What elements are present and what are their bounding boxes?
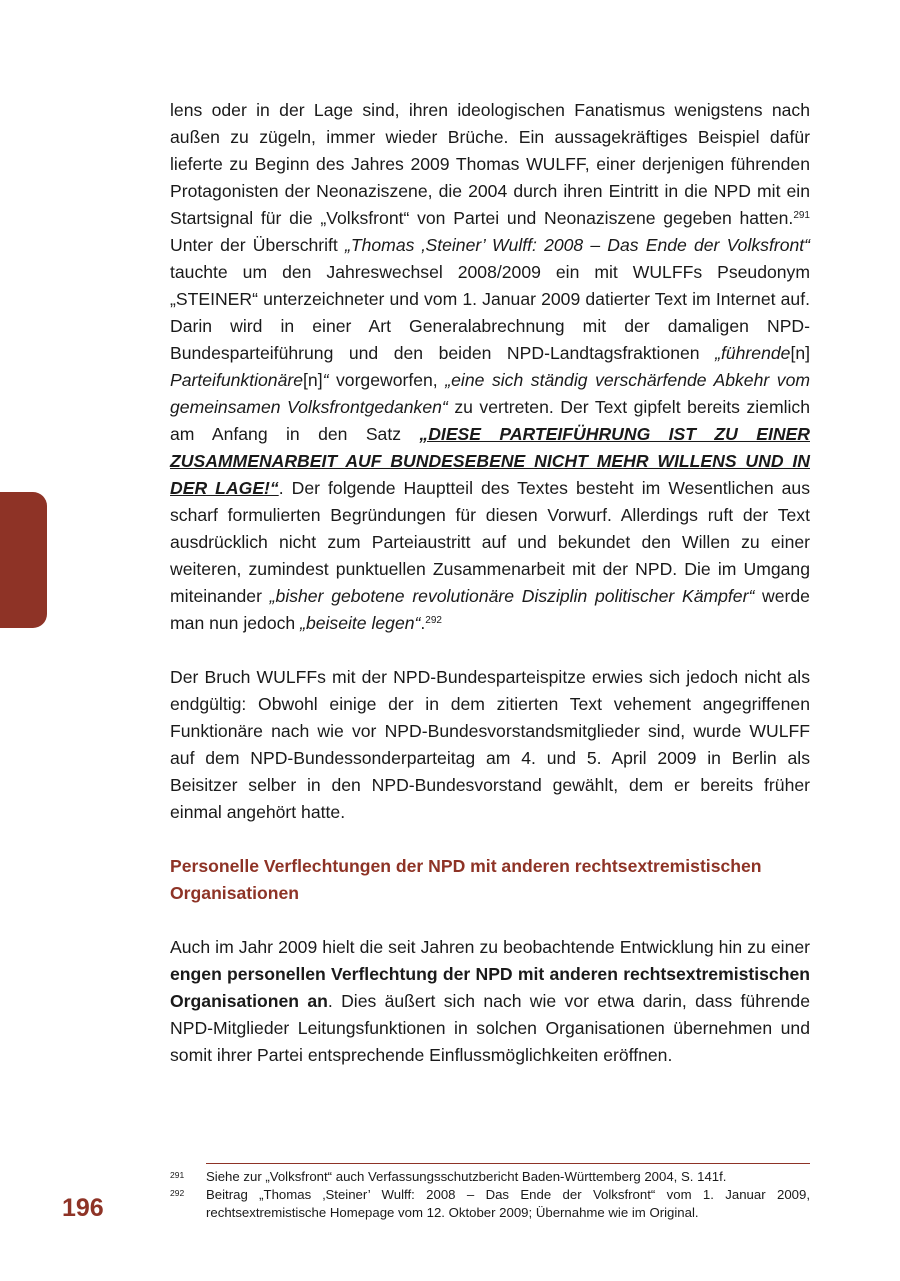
footnote-ref-292[interactable]: 292 — [425, 615, 442, 626]
footnote-text: Beitrag „Thomas ‚Steiner’ Wulff: 2008 – Das Ende der Volksfront“ vom 1. Januar 2009, rechtsextremistische Homepage vom 12. Oktober 2009; Übernahme wie im Original. — [206, 1187, 810, 1220]
text-run: . — [420, 613, 426, 633]
quote: „führende — [715, 343, 791, 363]
text-run: . Dies äußert sich nach wie vor etwa darin, dass führende NPD-Mitglieder Leitungsfunktionen in solchen Organisationen übernehmen und somit ihrer Partei entsprechende Einflussmöglichkeiten eröffnen. — [170, 991, 810, 1065]
page-number: 196 — [62, 1194, 104, 1222]
quote: „beiseite legen“ — [300, 613, 421, 633]
text-run: vorgeworfen, — [328, 370, 446, 390]
main-text — [170, 97, 810, 1069]
quote-title: „Thomas ‚Steiner’ Wulff: 2008 – Das Ende der Volksfront“ — [344, 235, 811, 255]
text-run: Auch im Jahr 2009 hielt die seit Jahren zu beobachtende Entwicklung hin zu einer — [170, 937, 810, 957]
footnote-292 — [170, 1186, 810, 1222]
footnote-number: 292 — [170, 1188, 185, 1198]
text-run: lens oder in der Lage sind, ihren ideologischen Fanatismus wenigstens nach außen zu zügeln, immer wieder Brüche. Ein aussagekräftiges Beispiel dafür lieferte zu Beginn des Jahres 2009 Thomas WULFF, einer derjenigen führenden Protagonisten der Neonaziszene, die 2004 durch ihren Eintritt in die NPD mit ein Startsignal für die „Volksfront“ von Partei und Neonaziszene gegeben hatten. — [170, 100, 810, 228]
quote: “ — [322, 370, 329, 390]
footnote-ref-291[interactable]: 291 — [793, 210, 810, 221]
quote: Parteifunktionäre — [170, 370, 304, 390]
quote: „bisher gebotene revolutionäre Disziplin politischer Kämpfer“ — [269, 586, 755, 606]
footnote-number: 291 — [170, 1170, 185, 1180]
text-run: tauchte um den Jahreswechsel 2008/2009 ein mit WULFFs Pseudonym „STEINER“ unterzeichneter und vom 1. Januar 2009 datierter Text im Internet auf. Darin wird in einer Art Generalabrechnung mit der damaligen NPD-Bundesparteiführung und den beiden NPD-Landtagsfraktionen — [170, 262, 810, 363]
paragraph-2: Der Bruch WULFFs mit der NPD-Bundesparteispitze erwies sich jedoch nicht als endgültig: Obwohl einige der in dem zitierten Text vehement angegriffenen Funktionäre nach wie vor NPD-Bundesvorstandsmitglieder sind, wurde WULFF auf dem NPD-Bundessonderparteitag am 4. und 5. April 2009 in Berlin als Beisitzer selber in den NPD-Bundesvorstand gewählt, dem er bereits früher einmal angehört hatte. — [170, 667, 810, 822]
text-run: zu vertreten. Der Text gipfelt bereits ziemlich am Anfang in den Satz — [170, 397, 811, 444]
text-run: Unter der Überschrift — [170, 235, 345, 255]
quote: „eine sich ständig verschärfende Abkehr vom gemeinsamen Volksfrontgedanken“ — [170, 370, 811, 417]
chapter-tab-marker — [0, 492, 47, 628]
section-heading: Personelle Verflechtungen der NPD mit anderen rechtsextremistischen Organisationen — [170, 856, 762, 903]
footnote-291 — [170, 1168, 810, 1186]
text-run: werde man nun jedoch — [170, 586, 810, 633]
text-run: [n] — [790, 343, 810, 363]
footnote-text: Siehe zur „Volksfront“ auch Verfassungsschutzbericht Baden-Württemberg 2004, S. 141f. — [206, 1169, 727, 1184]
bold-phrase: engen personellen Verflechtung der NPD mit anderen rechtsextremistischen Organisationen an — [170, 964, 810, 1011]
text-run: . Der folgende Hauptteil des Textes besteht im Wesentlichen aus scharf formulierten Begründungen für diesen Vorwurf. Allerdings ruft der Text ausdrücklich nicht zum Parteiaustritt auf und bekundet den Willen zu einer weiteren, zumindest punktuellen Zusammenarbeit mit der NPD. Die im Umgang miteinander — [170, 478, 811, 606]
paragraph-3 — [170, 934, 810, 1069]
text-run: [n] — [303, 370, 323, 390]
footnotes — [170, 1163, 810, 1222]
emphasized-quote: „DIESE PARTEIFÜHRUNG IST ZU EINER ZUSAMMENARBEIT AUF BUNDESEBENE NICHT MEHR WILLENS UND IN DER LAGE!“ — [170, 424, 810, 498]
footnote-divider — [206, 1163, 810, 1164]
paragraph-1 — [170, 97, 810, 637]
